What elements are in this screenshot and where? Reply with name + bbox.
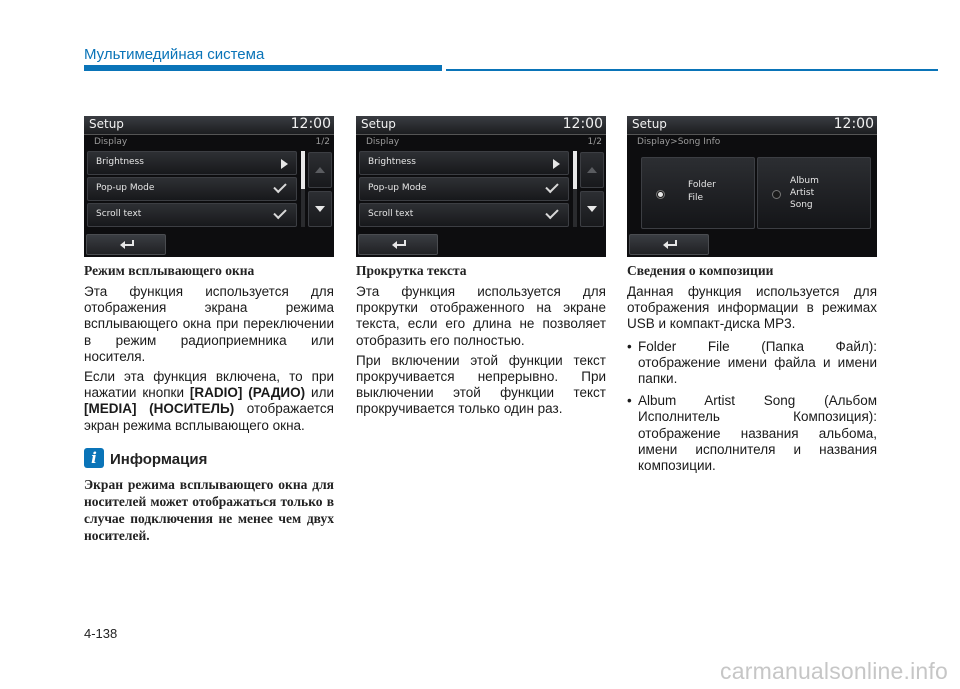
- screen-page-indicator: 1/2: [587, 137, 602, 147]
- header-rule-thin: [446, 69, 938, 71]
- screen-page-indicator: 1/2: [315, 137, 330, 147]
- menu-item-label: Scroll text: [96, 209, 142, 219]
- screen-title: Setup: [89, 117, 124, 131]
- screen-clock: 12:00: [290, 116, 331, 132]
- back-button[interactable]: [629, 234, 709, 255]
- menu-item-label: Scroll text: [368, 209, 414, 219]
- screen-subtitle: Display>Song Info: [637, 137, 721, 147]
- scrollbar-thumb[interactable]: [573, 151, 577, 189]
- menu-item-label: Pop-up Mode: [368, 183, 427, 193]
- arrow-down-icon: [315, 206, 325, 212]
- scroll-up-button[interactable]: [308, 152, 332, 188]
- screenshot-popup-mode: [84, 116, 334, 257]
- scrollbar-thumb[interactable]: [301, 151, 305, 189]
- check-icon: [273, 180, 286, 193]
- back-arrow-icon: [663, 240, 677, 250]
- info-icon: i: [84, 448, 104, 468]
- page-number: 4-138: [84, 626, 118, 641]
- option-line: Song: [790, 200, 813, 210]
- menu-item-label: Brightness: [96, 157, 144, 167]
- menu-item-popup-mode[interactable]: [359, 177, 569, 201]
- radio-unselected-icon: [772, 190, 781, 199]
- info-text: Экран режима всплывающего окна для носителей может отображаться только в случае подключения не менее чем двух носителей.: [84, 476, 334, 543]
- check-icon: [545, 180, 558, 193]
- column-scroll-text: [356, 116, 606, 418]
- back-arrow-icon: [120, 240, 134, 250]
- radio-selected-icon: [656, 190, 665, 199]
- screen-subtitle: Display: [94, 137, 128, 147]
- play-arrow-icon: [553, 159, 560, 169]
- menu-item-popup-mode[interactable]: [87, 177, 297, 201]
- screenshot-song-info: [627, 116, 877, 257]
- section-heading: Прокрутка текста: [356, 263, 467, 278]
- screen-title: Setup: [632, 117, 667, 131]
- screen-clock: 12:00: [833, 116, 874, 132]
- arrow-down-icon: [587, 206, 597, 212]
- menu-item-scroll-text[interactable]: [87, 203, 297, 227]
- section-heading: Сведения о композиции: [627, 263, 774, 278]
- paragraph-text: или: [305, 385, 334, 401]
- screen-subtitle: Display: [366, 137, 400, 147]
- paragraph: [84, 369, 334, 434]
- paragraph: Эта функция используется для отображения экрана режима всплывающего окна при переключении в режим радиоприемника или носителя.: [84, 284, 334, 364]
- play-arrow-icon: [281, 159, 288, 169]
- bullet-item: • Folder File (Папка Файл): отображение имени файла и имени папки.: [627, 339, 877, 388]
- column-popup-mode: [84, 116, 334, 544]
- back-arrow-icon: [392, 240, 406, 250]
- info-title: Информация: [110, 450, 208, 468]
- paragraph: Данная функция используется для отображения информации в режимах USB и компакт-диска MP3.: [627, 284, 877, 332]
- section-title: Мультимедийная система: [84, 46, 265, 63]
- back-button[interactable]: [86, 234, 166, 255]
- paragraph: При включении этой функции текст прокручивается непрерывно. При выключении этой функции текст прокручивается только один раз.: [356, 352, 606, 417]
- back-button[interactable]: [358, 234, 438, 255]
- option-line: Folder: [688, 180, 716, 190]
- header-rule-thick: [84, 65, 442, 71]
- scroll-down-button[interactable]: [308, 191, 332, 227]
- scroll-up-button[interactable]: [580, 152, 604, 188]
- section-heading: Режим всплывающего окна: [84, 263, 255, 278]
- column-song-info: [627, 116, 877, 474]
- button-name-media: [MEDIA] (НОСИТЕЛЬ): [84, 401, 235, 417]
- menu-item-brightness[interactable]: [87, 151, 297, 175]
- menu-item-brightness[interactable]: [359, 151, 569, 175]
- screenshot-scroll-text: [356, 116, 606, 257]
- menu-item-scroll-text[interactable]: [359, 203, 569, 227]
- bullet-item: • Album Artist Song (Альбом Исполнитель Композиция): отображение названия альбома, имени исполнителя и названия композиции.: [627, 393, 877, 474]
- paragraph: Эта функция используется для прокрутки отображенного на экране текста, если его длина не позволяет отобразить его полностью.: [356, 284, 606, 348]
- button-name-radio: [RADIO] (РАДИО): [189, 385, 306, 401]
- menu-item-label: Pop-up Mode: [96, 183, 155, 193]
- screen-title: Setup: [361, 117, 396, 131]
- option-line: File: [688, 193, 704, 203]
- check-icon: [273, 206, 286, 219]
- option-album-artist-song[interactable]: [757, 157, 871, 229]
- screen-clock: 12:00: [562, 116, 603, 132]
- arrow-up-icon: [587, 167, 597, 173]
- scroll-down-button[interactable]: [580, 191, 604, 227]
- option-line: Artist: [790, 188, 815, 198]
- check-icon: [545, 206, 558, 219]
- info-header: [84, 448, 334, 470]
- menu-item-label: Brightness: [368, 157, 416, 167]
- arrow-up-icon: [315, 167, 325, 173]
- watermark: carmanualsonline.info: [720, 658, 948, 684]
- paragraph-text: Если эта функция включена, то при нажатии кнопки: [84, 369, 334, 401]
- option-folder-file[interactable]: [641, 157, 755, 229]
- option-line: Album: [790, 176, 819, 186]
- bullet-list: [627, 339, 877, 475]
- paragraph-text: отображается экран режима всплывающего окна.: [84, 401, 334, 433]
